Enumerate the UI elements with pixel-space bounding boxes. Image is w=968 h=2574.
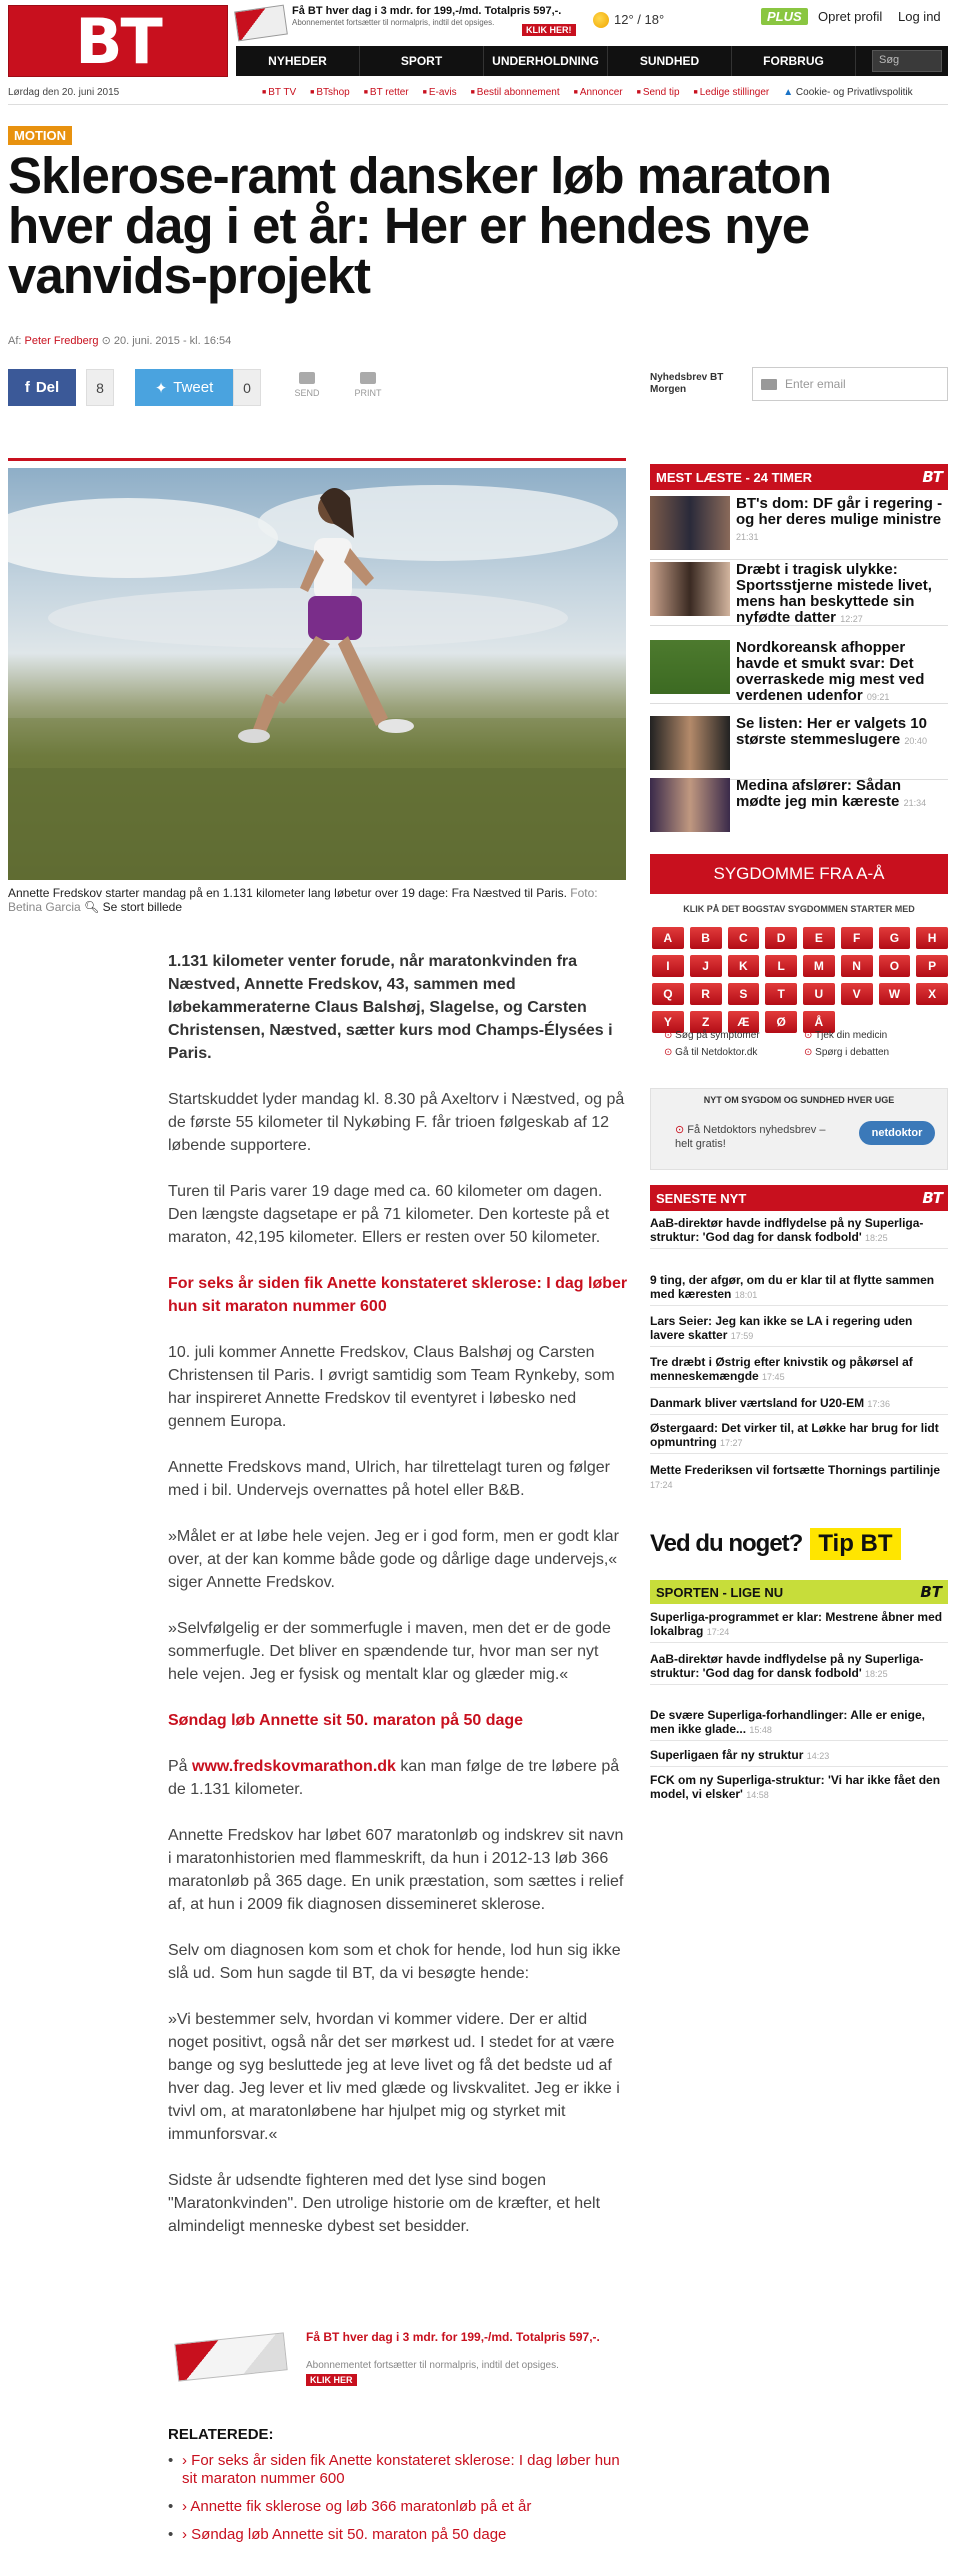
byline-prefix: Af:	[8, 335, 22, 347]
current-date: Lørdag den 20. juni 2015	[8, 87, 120, 98]
paragraph: »Selvfølgelig er der sommerfugle i maven, men det er de gode sommerfugle. Det bliver en spændende tur, hvor man ser nyt hele vejen. Jeg er fysisk og mentalt klar og glæder mig.«	[168, 1620, 611, 1683]
article-thumbnail	[650, 562, 730, 616]
article-photo[interactable]	[8, 468, 626, 880]
login-link[interactable]: Log ind	[898, 9, 941, 24]
subnav-bt-retter[interactable]: ■ BT retter	[364, 87, 409, 98]
letter-button[interactable]: T	[765, 983, 797, 1005]
most-read-text	[736, 716, 948, 779]
article-thumbnail	[650, 778, 730, 832]
timestamp: 21:34	[903, 798, 927, 808]
letter-button[interactable]: N	[841, 955, 873, 977]
clock-icon: ⊙	[101, 335, 114, 347]
latest-news-item[interactable]	[650, 1396, 948, 1415]
letter-button[interactable]: Ø	[765, 1011, 797, 1033]
ad-title[interactable]: Få BT hver dag i 3 mdr. for 199,-/md. Totalpris 597,-.	[306, 2330, 600, 2344]
letter-button[interactable]: E	[803, 927, 835, 949]
letter-button[interactable]: L	[765, 955, 797, 977]
sport-title: SPORTEN - LIGE NU	[656, 1584, 784, 1600]
enlarge-photo-link[interactable]: Se stort billede	[102, 900, 183, 914]
newspaper-icon	[174, 2332, 287, 2381]
sport-item[interactable]	[650, 1708, 948, 1741]
related-link-text: Annette fik sklerose og løb 366 maratonløb på et år	[190, 2498, 532, 2515]
paragraph: »Målet er at løbe hele vejen. Jeg er i god form, men er godt klar over, at der kan komme både gode og dårlige dage undervejs,« siger Annette Fredskov.	[168, 1528, 619, 1591]
bullet-icon: ⊙	[675, 1124, 688, 1136]
news-title: Tre dræbt i Østrig efter knivstik og påkørsel af menneskemængde	[650, 1355, 913, 1383]
letter-button[interactable]: J	[690, 955, 722, 977]
letter-button[interactable]: Y	[652, 1011, 684, 1033]
sport-header	[650, 1580, 948, 1604]
paragraph: Sidste år udsendte fighteren med det lyse sind bogen "Maratonkvinden". Den utrolige historie om de kræfter, et helt almindeligt menneske dybest set besidder.	[168, 2172, 601, 2235]
letter-button[interactable]: P	[916, 955, 948, 977]
related-link-text: Søndag løb Annette sit 50. maraton på 50 dage	[191, 2526, 507, 2543]
related-link-text: For seks år siden fik Anette konstateret sklerose: I dag løber hun sit maraton nummer 600	[182, 2452, 620, 2487]
sport-item[interactable]	[650, 1610, 948, 1643]
letter-button[interactable]: W	[879, 983, 911, 1005]
most-read-title: Medina afslører: Sådan mødte jeg min kæreste	[736, 777, 902, 810]
timestamp: 18:01	[734, 1290, 758, 1300]
most-read-text	[736, 640, 948, 703]
letter-button[interactable]: O	[879, 955, 911, 977]
timestamp: 09:21	[866, 692, 890, 702]
ad-subtitle: Abonnementet fortsætter til normalpris, indtil det opsiges.	[306, 2360, 559, 2371]
news-title: Superliga-programmet er klar: Mestrene åbner med lokalbrag	[650, 1610, 943, 1638]
most-read-title: Dræbt i tragisk ulykke: Sportsstjerne mistede livet, mens han beskyttede sin nyfødte datter	[736, 561, 932, 626]
netdoktor-text	[675, 1123, 835, 1151]
paragraph: »Vi bestemmer selv, hvordan vi kommer videre. Der er altid noget positivt, også når det ser mørkest ud. I stedet for at være bange og syg besluttede jeg at leve livet og få det bedste ud af hver dag. Jeg lever et liv med glæde og livskvalitet. Jeg er ikke i tvivl om, at maratonløbene har hjulpet mig og styrket mit immunforsvar.«	[168, 2011, 620, 2143]
plus-badge[interactable]: PLUS	[761, 8, 808, 25]
paragraph: Annette Fredskovs mand, Ulrich, har tilrettelagt turen og følger med i bil. Undervejs overnattes på hotel eller B&B.	[168, 1459, 610, 1499]
print-label: PRINT	[354, 388, 382, 398]
facebook-icon: f	[24, 379, 30, 396]
timestamp: 17:59	[730, 1331, 754, 1341]
latest-news-item[interactable]	[650, 1421, 948, 1454]
logo-text: BT	[75, 4, 161, 78]
diseases-subtitle: KLIK PÅ DET BOGSTAV SYGDOMMEN STARTER MED	[683, 904, 915, 914]
publish-time: 20. juni. 2015 - kl. 16:54	[113, 335, 232, 347]
subscription-ad[interactable]	[168, 2330, 630, 2390]
text-fragment: På	[168, 1758, 188, 1775]
photo-credit: Foto: Betina Garcia	[8, 886, 598, 914]
sport-item[interactable]	[650, 1652, 948, 1685]
paragraph: Turen til Paris varer 19 dage med ca. 60 kilometer om dagen. Den længste dagsetape er på 71 kilometer. Den korteste på et maraton, 42,195 kilometer. Ellers er resten over 50 kilometer.	[168, 1183, 610, 1246]
related-inline-link[interactable]: Søndag løb Annette sit 50. maraton på 50 dage	[168, 1712, 524, 1729]
timestamp: 15:48	[749, 1725, 772, 1735]
diseases-links	[664, 1030, 944, 1058]
website-link[interactable]: www.fredskovmarathon.dk	[192, 1758, 396, 1775]
runner-illustration	[8, 468, 626, 880]
netdoktor-logo[interactable]: netdoktor	[859, 1121, 935, 1145]
paragraph: Selv om diagnosen kom som et chok for hende, lod hun sig ikke slå ud. Som hun sagde til BT, da vi besøgte hende:	[168, 1942, 621, 1982]
netdoktor-newsletter-box[interactable]	[650, 1088, 948, 1170]
letter-button[interactable]: S	[728, 983, 760, 1005]
letter-button[interactable]: U	[803, 983, 835, 1005]
timestamp: 21:31	[736, 532, 759, 542]
subnav-cookie-label: Cookie- og Privatlivspolitik	[795, 87, 913, 98]
timestamp: 14:23	[806, 1751, 830, 1761]
article-body	[168, 950, 630, 2261]
article-thumbnail	[650, 496, 730, 550]
photo-caption	[8, 886, 626, 914]
netdoktor-text-label: Få Netdoktors nyhedsbrev – helt gratis!	[675, 1124, 826, 1150]
sun-icon	[593, 12, 609, 28]
sport-item[interactable]	[650, 1773, 948, 1805]
related-link[interactable]	[168, 2452, 630, 2488]
latest-news-item[interactable]	[650, 1463, 948, 1495]
letter-grid	[652, 927, 948, 1033]
twitter-share-label: Tweet	[173, 379, 214, 396]
twitter-icon: ✦	[154, 379, 168, 397]
tip-bt-banner[interactable]	[650, 1524, 948, 1564]
related-list	[168, 2452, 630, 2554]
facebook-share-button[interactable]	[8, 369, 76, 406]
article-headline: Sklerose-ramt dansker løb maraton hver dag i et år: Her er hendes nye vanvids-projekt	[8, 147, 831, 304]
article-lead: 1.131 kilometer venter forude, når maratonkvinden fra Næstved, Annette Fredskov, 43, sammen med løbekammeraterne Claus Balshøj, Slagelse, og Carsten Christensen, Næstved, sætter kurs mod Champs-Élysées i Paris.	[168, 953, 613, 1062]
most-read-header	[650, 464, 948, 490]
letter-button[interactable]: K	[728, 955, 760, 977]
letter-button[interactable]: A	[652, 927, 684, 949]
news-title: AaB-direktør havde indflydelse på ny Superliga-struktur: 'God dag for dansk fodbold'	[650, 1216, 924, 1244]
most-read-title: Se listen: Her er valgets 10 største stemmeslugere	[736, 715, 927, 748]
print-button[interactable]	[348, 372, 388, 398]
envelope-icon	[299, 372, 315, 384]
promo-button[interactable]: KLIK HER!	[522, 24, 576, 36]
facebook-share-count: 8	[86, 369, 114, 406]
timestamp: 17:27	[720, 1438, 743, 1448]
latest-news-title: SENESTE NYT	[656, 1190, 747, 1206]
bt-mark: BT	[922, 468, 942, 486]
caption-text: Annette Fredskov starter mandag på en 1.131 kilometer lang løbetur over 19 dage: Fra Næstved til Paris.	[8, 886, 567, 900]
letter-button[interactable]: D	[765, 927, 797, 949]
send-label: SEND	[294, 388, 320, 398]
netdoktor-title: NYT OM SYGDOM OG SUNDHED HVER UGE	[703, 1095, 895, 1105]
netdoktor-link[interactable]: ⊙ Gå til Netdoktor.dk	[664, 1047, 804, 1058]
debate-link[interactable]: ⊙ Spørg i debatten	[804, 1047, 944, 1058]
sub-nav	[262, 87, 913, 98]
nav-item-underholdning[interactable]: UNDERHOLDNING	[484, 46, 608, 76]
nav-item-sundhed[interactable]: SUNDHED	[608, 46, 732, 76]
timestamp: 14:58	[746, 1790, 769, 1800]
most-read-text	[736, 496, 948, 559]
news-title: AaB-direktør havde indflydelse på ny Superliga-struktur: 'God dag for dansk fodbold'	[650, 1652, 924, 1680]
subnav-btshop[interactable]: ■ BTshop	[310, 87, 350, 98]
subnav-bestil-abonnement[interactable]: ■ Bestil abonnement	[471, 87, 560, 98]
diseases-header[interactable]: SYGDOMME FRA A-Å	[650, 854, 948, 894]
paragraph-with-link	[168, 1755, 630, 1801]
letter-button[interactable]: Q	[652, 983, 684, 1005]
byline	[8, 334, 231, 347]
header-divider	[8, 104, 948, 105]
tip-bt-badge: Tip BT	[810, 1528, 900, 1560]
nav-item-forbrug[interactable]: FORBRUG	[732, 46, 856, 76]
nav-item-nyheder[interactable]: NYHEDER	[236, 46, 360, 76]
letter-button[interactable]: X	[916, 983, 948, 1005]
letter-button[interactable]: Å	[803, 1011, 835, 1033]
most-read-text	[736, 562, 948, 625]
warning-icon: ▲	[783, 87, 794, 98]
timestamp: 20:40	[904, 736, 927, 746]
timestamp: 17:36	[867, 1399, 890, 1409]
latest-news-header	[650, 1185, 948, 1211]
most-read-item[interactable]	[650, 712, 948, 780]
nav-item-sport[interactable]: SPORT	[360, 46, 484, 76]
related-link[interactable]	[168, 2526, 630, 2544]
letter-button[interactable]: G	[879, 927, 911, 949]
letter-button[interactable]: H	[916, 927, 948, 949]
twitter-share-button[interactable]	[135, 369, 233, 406]
symptoms-link[interactable]: ⊙ Søg på symptomer	[664, 1030, 804, 1041]
promo-subtitle: Abonnementet fortsætter til normalpris, indtil det opsiges.	[292, 18, 495, 27]
most-read-title: Nordkoreansk afhopper havde et smukt svar: Det overraskede mig mest ved verdenen udenfor	[736, 639, 925, 704]
newspaper-icon[interactable]	[234, 5, 288, 42]
medicine-link[interactable]: ⊙ Tjek din medicin	[804, 1030, 944, 1041]
most-read-title: BT's dom: DF går i regering - og her deres mulige ministre	[736, 495, 943, 528]
most-read-item[interactable]	[650, 492, 948, 560]
news-title: Danmark bliver værtsland for U20-EM	[650, 1396, 865, 1410]
envelope-icon	[761, 379, 777, 390]
section-tag[interactable]: MOTION	[8, 126, 72, 145]
letter-button[interactable]: M	[803, 955, 835, 977]
chevron-right-icon: ›	[182, 2526, 192, 2543]
subnav-send-tip[interactable]: ■ Send tip	[637, 87, 680, 98]
bt-mark: BT	[920, 1583, 942, 1601]
news-title: 9 ting, der afgør, om du er klar til at flytte sammen med kæresten	[650, 1273, 935, 1301]
related-inline-link[interactable]: For seks år siden fik Anette konstateret sklerose: I dag løber hun sit maraton nummer 600	[168, 1275, 628, 1315]
weather-temperature[interactable]: 12° / 18°	[614, 12, 665, 27]
most-read-text	[736, 778, 948, 842]
promo-title[interactable]: Få BT hver dag i 3 mdr. for 199,-/md. Totalpris 597,-.	[292, 5, 562, 17]
latest-news-item[interactable]	[650, 1273, 948, 1306]
letter-button[interactable]: B	[690, 927, 722, 949]
twitter-share-count: 0	[233, 369, 261, 406]
timestamp: 18:25	[865, 1233, 888, 1243]
timestamp: 17:45	[762, 1372, 785, 1382]
newsletter-email-input[interactable]	[752, 367, 948, 401]
news-title: De svære Superliga-forhandlinger: Alle er enige, men ikke glade...	[650, 1708, 925, 1736]
tip-question: Ved du noget?	[650, 1530, 803, 1557]
subnav-ledige-stillinger[interactable]: ■ Ledige stillinger	[694, 87, 770, 98]
timestamp: 17:24	[706, 1627, 730, 1637]
author-link[interactable]: Peter Fredberg	[24, 335, 99, 347]
timestamp: 12:27	[840, 614, 863, 624]
article-thumbnail	[650, 640, 730, 694]
timestamp: 18:25	[865, 1669, 888, 1679]
related-heading: RELATEREDE:	[168, 2426, 274, 2443]
related-link[interactable]	[168, 2498, 630, 2516]
newsletter-label: Nyhedsbrev BT Morgen	[650, 372, 724, 395]
latest-news-item[interactable]	[650, 1314, 948, 1347]
most-read-item[interactable]	[650, 558, 948, 626]
timestamp: 17:24	[650, 1480, 673, 1490]
letter-button[interactable]: Z	[690, 1011, 722, 1033]
create-profile-link[interactable]: Opret profil	[818, 9, 883, 24]
main-nav	[236, 46, 948, 76]
news-title: Østergaard: Det virker til, at Løkke har brug for lidt opmuntring	[650, 1421, 939, 1449]
chevron-right-icon: ›	[182, 2498, 191, 2515]
letter-button[interactable]: F	[841, 927, 873, 949]
magnifier-icon: 🔍︎	[84, 900, 100, 914]
ad-button[interactable]: KLIK HER	[306, 2374, 357, 2386]
send-button[interactable]	[287, 372, 327, 398]
news-title: Lars Seier: Jeg kan ikke se LA i regering uden lavere skatter	[650, 1314, 913, 1342]
paragraph: Startskuddet lyder mandag kl. 8.30 på Axeltorv i Næstved, og på de første 55 kilometer til Nykøbing F. får trioen følgeskab af 12 løbende supportere.	[168, 1091, 625, 1154]
paragraph: Annette Fredskov har løbet 607 maratonløb og indskrev sit navn i maratonhistorien med flammeskrift, da hun i 2012-13 løb 366 maratonløb på 365 dage. En unik præstation, som sættes i relief af, at hun i 2009 fik diagnosen dissemineret sklerose.	[168, 1827, 624, 1913]
latest-news-item[interactable]	[650, 1216, 948, 1249]
printer-icon	[360, 372, 376, 384]
text-fragment: kan man følge de tre løbere på de 1.131 kilometer.	[168, 1758, 620, 1798]
paragraph: 10. juli kommer Annette Fredskov, Claus Balshøj og Carsten Christensen til Paris. I øvrigt samtidig som Team Rynkeby, som har inspireret Annette Fredskov til eventyret i løbesko ned gennem Europa.	[168, 1344, 615, 1430]
subnav-e-avis[interactable]: ■ E-avis	[423, 87, 457, 98]
article-thumbnail	[650, 716, 730, 770]
letter-button[interactable]: Æ	[728, 1011, 760, 1033]
letter-button[interactable]: I	[652, 955, 684, 977]
news-title: Mette Frederiksen vil fortsætte Thornings partilinje	[650, 1463, 941, 1477]
latest-news-item[interactable]	[650, 1355, 948, 1388]
letter-button[interactable]: C	[728, 927, 760, 949]
most-read-title: MEST LÆSTE - 24 TIMER	[656, 469, 813, 485]
newsletter-placeholder: Enter email	[785, 377, 846, 391]
letter-button[interactable]: R	[690, 983, 722, 1005]
news-title: FCK om ny Superliga-struktur: 'Vi har ikke fået den model, vi elsker'	[650, 1773, 941, 1801]
subnav-bt-tv[interactable]: ■ BT TV	[262, 87, 296, 98]
chevron-right-icon: ›	[182, 2452, 192, 2469]
subnav-cookie[interactable]	[783, 87, 912, 98]
sport-item[interactable]	[650, 1748, 948, 1767]
most-read-item[interactable]	[650, 636, 948, 704]
search-input[interactable]: Søg	[872, 50, 942, 72]
letter-button[interactable]: V	[841, 983, 873, 1005]
facebook-share-label: Del	[35, 379, 60, 396]
bt-logo[interactable]	[8, 5, 228, 77]
bt-mark: BT	[922, 1189, 942, 1207]
content-divider	[8, 458, 626, 461]
subnav-annoncer[interactable]: ■ Annoncer	[574, 87, 623, 98]
most-read-item[interactable]	[650, 774, 948, 842]
news-title: Superligaen får ny struktur	[650, 1748, 804, 1762]
